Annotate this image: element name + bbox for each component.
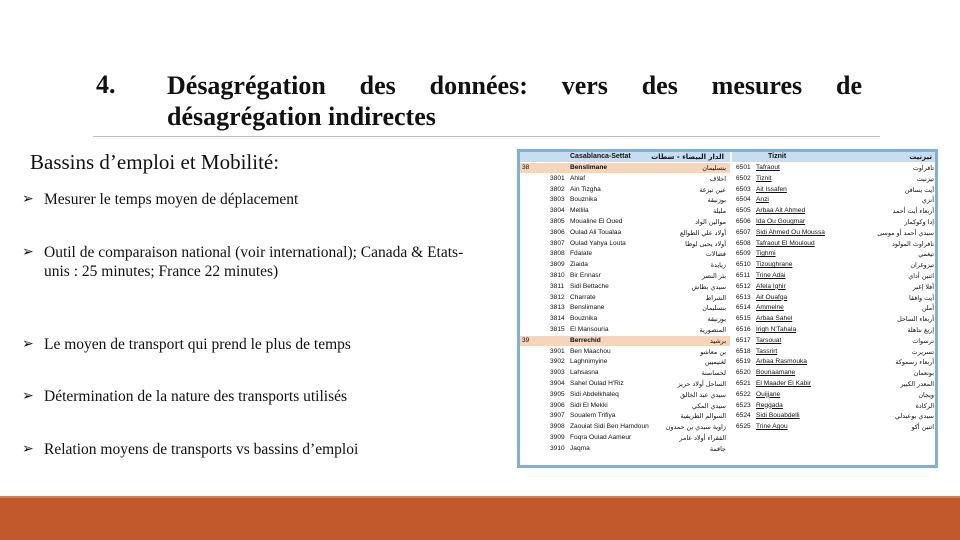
row-name-ar: إدا وكوكمار	[904, 218, 934, 226]
row-name: Tassrirt	[756, 347, 778, 355]
table-row	[520, 217, 730, 227]
table-row	[732, 260, 938, 270]
table-row	[732, 239, 938, 249]
table-row	[520, 206, 730, 216]
row-name-ar: بونعمان	[913, 369, 934, 378]
row-name: Trine Agou	[756, 423, 788, 431]
table-row	[520, 163, 730, 173]
table-row	[520, 282, 730, 292]
table-row	[732, 357, 938, 367]
row-name: Sidi Ahmed Ou Moussa	[756, 228, 825, 236]
row-name: Bounaamane	[756, 369, 796, 377]
bullet-item	[22, 190, 477, 209]
table-row	[732, 228, 938, 238]
row-code: 3805	[550, 218, 565, 225]
row-name-ar: أيت يسافن	[904, 185, 934, 194]
row-name: Oulad Ali Toualaa	[570, 228, 622, 236]
row-name: Afela Ighir	[756, 282, 786, 290]
row-code: 3905	[550, 390, 565, 398]
row-name: Lahsasna	[570, 369, 599, 377]
row-name: Soualem Trifiya	[570, 412, 616, 420]
row-name-ar: مليلة	[712, 207, 726, 216]
row-name: Zaouiat Sidi Ben Hamdoun	[570, 423, 649, 431]
row-name: Irigh N'Tahala	[756, 326, 797, 333]
row-name-ar: بنسليمان	[702, 164, 726, 172]
table-row	[732, 379, 938, 389]
row-name: Bouznika	[570, 196, 598, 204]
row-name: Arbaa Rasmouka	[756, 358, 807, 366]
arrow-bullet-icon: ➢	[22, 441, 34, 457]
row-name-ar: بوزنيقة	[707, 196, 726, 205]
table-row	[520, 357, 730, 367]
row-name: Arbaa Sahel	[756, 315, 793, 323]
row-name-ar: بن معاشو	[700, 347, 726, 356]
row-code: 6513	[736, 293, 751, 301]
row-name: Trine Adai	[756, 272, 786, 279]
table-row	[520, 303, 730, 313]
row-name: Bir Ennasr	[570, 272, 601, 279]
row-code: 6510	[736, 261, 751, 269]
table-row	[732, 314, 938, 324]
row-name: Jaqma	[570, 444, 590, 452]
row-code: 3906	[550, 401, 565, 409]
row-name-ar: اثنين أداي	[908, 272, 934, 280]
row-name: El Maader El Kabir	[756, 380, 811, 387]
table-row	[732, 185, 938, 195]
row-name: Fdalate	[570, 250, 592, 258]
table-row	[520, 185, 730, 195]
row-code: 3814	[550, 315, 565, 323]
row-name: Reggada	[756, 401, 783, 409]
arrow-bullet-icon: ➢	[22, 191, 34, 207]
row-code: 6506	[736, 218, 751, 225]
row-code: 6523	[736, 401, 751, 409]
row-code: 6521	[736, 380, 751, 387]
row-name-ar: اثنين أكو	[911, 423, 934, 432]
row-name: Tafraout El Mouloud	[756, 239, 815, 247]
row-code: 6503	[736, 185, 751, 193]
row-name-ar: ويجان	[918, 390, 934, 399]
footer-bar	[0, 498, 960, 540]
row-code: 3907	[550, 412, 565, 420]
bullet-text: Outil de comparaison national (voir international); Canada & Etats-unis : 25 minutes; France 22 minutes)	[44, 244, 464, 280]
row-name-ar: ترسوات	[912, 336, 934, 345]
row-code: 6525	[736, 423, 751, 431]
table-row	[732, 174, 938, 184]
table-row	[520, 390, 730, 400]
row-name-ar: الساحل أولاد حريز	[677, 380, 726, 388]
table-row	[520, 422, 730, 432]
table-row	[520, 174, 730, 184]
row-code: 3812	[550, 293, 565, 301]
table-row	[732, 390, 938, 400]
table-row	[732, 422, 938, 432]
row-name: Berrechid	[570, 336, 601, 344]
table-row	[732, 271, 938, 281]
table-row	[520, 444, 730, 454]
table-row	[520, 336, 730, 346]
row-code: 3908	[550, 423, 565, 431]
row-name-ar: أنزي	[921, 196, 934, 205]
row-name-ar: سيدي بوعبدلي	[894, 412, 934, 421]
slide-title	[167, 70, 862, 132]
row-code: 38	[522, 164, 530, 171]
row-code: 6519	[736, 358, 751, 366]
row-name-ar: أفلا إغير	[912, 282, 934, 291]
row-name: Ain Tizgha	[570, 185, 601, 193]
row-name-ar: سيدي بطاش	[691, 282, 726, 291]
row-code: 6512	[736, 282, 751, 290]
row-name-ar: أولاد يحيى لوطا	[685, 239, 726, 248]
table-row	[520, 433, 730, 443]
row-name-ar: المنصورية	[699, 326, 726, 334]
row-code: 6501	[736, 164, 751, 171]
row-code: 3801	[550, 174, 565, 182]
row-name: Arbaa Ait Ahmed	[756, 207, 806, 215]
title-line-1: Désagrégation des données: vers des mesures de	[167, 71, 862, 100]
row-code: 6509	[736, 250, 751, 258]
row-name: Oulad Yahya Louta	[570, 239, 626, 247]
row-name: Tizoughrane	[756, 261, 793, 269]
bullet-list	[22, 190, 477, 458]
header-province-fr: Tiznit	[768, 153, 787, 160]
bullet-text: Détermination de la nature des transports utilisés	[44, 388, 348, 405]
row-name-ar: فضالات	[705, 250, 726, 259]
row-name-ar: تسريرت	[911, 347, 934, 356]
row-name-ar: برشيد	[710, 336, 726, 345]
row-name: El Mansouria	[570, 326, 609, 333]
row-name-ar: الشراط	[705, 293, 726, 302]
row-code: 3809	[550, 261, 565, 269]
row-name-ar: تيزنيت	[916, 174, 934, 183]
bullet-item	[22, 387, 477, 406]
row-name: Laghnimyine	[570, 358, 608, 366]
row-code: 3803	[550, 196, 565, 204]
bullet-text: Le moyen de transport qui prend le plus de temps	[44, 336, 351, 353]
table-row	[732, 303, 938, 313]
row-name: Ben Maachou	[570, 347, 611, 355]
row-name: Tighmi	[756, 250, 776, 258]
bullet-item	[22, 335, 477, 354]
title-line-2: désagrégation indirectes	[167, 102, 436, 131]
arrow-bullet-icon: ➢	[22, 244, 34, 260]
row-code: 6515	[736, 315, 751, 323]
table-row	[732, 401, 938, 411]
table-row	[520, 411, 730, 421]
header-province-ar: تيزنيت	[909, 153, 932, 161]
table-row	[520, 314, 730, 324]
row-name-ar: أملن	[921, 304, 934, 313]
communes-table-image	[517, 149, 938, 468]
row-name-ar: أولاد علي الطوالع	[679, 228, 726, 237]
row-name-ar: جاقمة	[709, 444, 726, 453]
row-code: 6504	[736, 196, 751, 204]
row-name-ar: زيايدة	[710, 261, 726, 270]
section-subtitle: Bassins d’emploi et Mobilité:	[30, 150, 280, 174]
row-name: Mellila	[570, 207, 589, 215]
section-number: 4.	[96, 70, 116, 99]
row-name-ar: تيزوغران	[910, 261, 934, 270]
row-name: Tarsouat	[756, 336, 782, 344]
row-code: 3901	[550, 347, 565, 355]
row-code: 3910	[550, 444, 565, 452]
table-row	[732, 347, 938, 357]
row-name-ar: أيت وافقا	[909, 293, 934, 302]
row-code: 6518	[736, 347, 751, 355]
table-row	[732, 411, 938, 421]
bullet-text: Relation moyens de transports vs bassins d’emploi	[44, 441, 359, 458]
row-code: 6516	[736, 326, 751, 333]
row-code: 6511	[736, 272, 751, 279]
table-row	[732, 206, 938, 216]
row-code: 3806	[550, 228, 565, 236]
row-name-ar: بئر النصر	[702, 272, 726, 280]
row-name: Ouijjane	[756, 390, 781, 398]
row-name-ar: أربعاء أيت أحمد	[892, 207, 934, 216]
row-name: Benslimane	[570, 164, 608, 171]
row-code: 3807	[550, 239, 565, 247]
row-code: 6514	[736, 304, 751, 312]
row-name-ar: المعدر الكبير	[900, 380, 934, 388]
row-code: 3804	[550, 207, 565, 215]
row-code: 6517	[736, 336, 751, 344]
table-row	[520, 347, 730, 357]
title-divider	[93, 136, 880, 137]
row-name: Ziaida	[570, 261, 588, 269]
row-name-ar: إريغ نتاهلة	[907, 326, 934, 334]
row-name: Foqra Oulad Aameur	[570, 434, 632, 441]
table-row	[520, 379, 730, 389]
header-region-fr: Casablanca-Settat	[570, 153, 631, 160]
table-row	[732, 195, 938, 205]
row-name-ar: الفقراء أولاد عامر	[679, 434, 726, 442]
row-name-ar: لحساسنة	[701, 369, 726, 378]
table-row	[732, 217, 938, 227]
row-name: Moualine El Oued	[570, 218, 623, 225]
row-name: Ait Issafen	[756, 185, 787, 193]
row-code: 6507	[736, 228, 751, 236]
row-name: Sidi Abdelkhaleq	[570, 390, 619, 398]
row-code: 3810	[550, 272, 565, 279]
row-name-ar: أربعاء الساحل	[897, 315, 934, 324]
row-name-ar: بنسليمان	[702, 304, 726, 313]
table-row	[520, 271, 730, 281]
row-code: 3904	[550, 380, 565, 387]
row-name-ar: زاوية سيدي بن حمدون	[665, 423, 726, 432]
row-name: Ahlaf	[570, 174, 586, 182]
row-code: 6524	[736, 412, 751, 420]
row-code: 3813	[550, 304, 565, 312]
row-code: 3815	[550, 326, 565, 333]
row-name: Bouznika	[570, 315, 598, 323]
row-code: 6522	[736, 390, 751, 398]
bullet-text: Mesurer le temps moyen de déplacement	[44, 191, 299, 208]
header-region-ar: الدار البيضاء - سطات	[651, 153, 724, 161]
row-name: Tiznit	[756, 174, 772, 182]
row-code: 39	[522, 336, 530, 344]
row-name: Ida Ou Gougmar	[756, 218, 806, 225]
row-code: 3902	[550, 358, 565, 366]
table-row	[520, 293, 730, 303]
table-row	[520, 228, 730, 238]
table-left-header	[520, 152, 730, 162]
row-name-ar: لغنيميين	[704, 358, 726, 367]
row-name: Sidi Bouabdelli	[756, 412, 800, 420]
table-row	[520, 195, 730, 205]
row-code: 3808	[550, 250, 565, 258]
row-name: Sidi Bettache	[570, 282, 609, 290]
row-name-ar: عين تيزغة	[699, 185, 726, 194]
row-name-ar: سيدي المكي	[692, 401, 726, 410]
table-row	[732, 325, 938, 335]
row-code: 3909	[550, 434, 565, 441]
row-name: Sahel Oulad H'Riz	[570, 380, 624, 387]
table-row	[520, 368, 730, 378]
table-row	[732, 282, 938, 292]
table-row	[520, 260, 730, 270]
row-code: 6520	[736, 369, 751, 377]
table-row	[732, 163, 938, 173]
row-name-ar: سيدي عبد الخالق	[680, 390, 726, 399]
row-name-ar: الركادة	[915, 401, 934, 410]
row-name-ar: سيدي أحمد أو موسى	[877, 228, 934, 237]
row-name-ar: أربعاء رسموكة	[895, 358, 934, 367]
arrow-bullet-icon: ➢	[22, 388, 34, 404]
row-name-ar: موالين الواد	[695, 218, 726, 226]
bullet-item	[22, 243, 477, 281]
row-name: Charrate	[570, 293, 596, 301]
row-name-ar: تيغمي	[918, 250, 934, 259]
row-name-ar: تافراوت المولود	[891, 239, 934, 248]
row-code: 6508	[736, 239, 751, 247]
row-name-ar: السوالم الطريفية	[680, 412, 726, 421]
table-row	[732, 293, 938, 303]
table-row	[732, 249, 938, 259]
row-code: 3802	[550, 185, 565, 193]
table-row	[520, 249, 730, 259]
row-name: Ammelne	[756, 304, 784, 312]
table-row	[520, 325, 730, 335]
arrow-bullet-icon: ➢	[22, 336, 34, 352]
row-name: Benslimane	[570, 304, 605, 312]
row-name: Anzi	[756, 196, 769, 204]
table-row	[732, 368, 938, 378]
table-right-header	[732, 152, 938, 162]
table-row	[732, 336, 938, 346]
row-code: 3903	[550, 369, 565, 377]
row-name-ar: احلاف	[709, 174, 726, 183]
bullet-item	[22, 440, 477, 459]
row-code: 3811	[550, 282, 565, 290]
row-name-ar: تافراوت	[912, 164, 934, 172]
table-row	[520, 239, 730, 249]
row-code: 6502	[736, 174, 751, 182]
table-row	[520, 401, 730, 411]
row-name: Ait Ouafqa	[756, 293, 788, 301]
row-name-ar: بوزنيقة	[707, 315, 726, 324]
row-name: Tafraout	[756, 164, 780, 171]
row-name: Sidi El Mekki	[570, 401, 608, 409]
row-code: 6505	[736, 207, 751, 215]
